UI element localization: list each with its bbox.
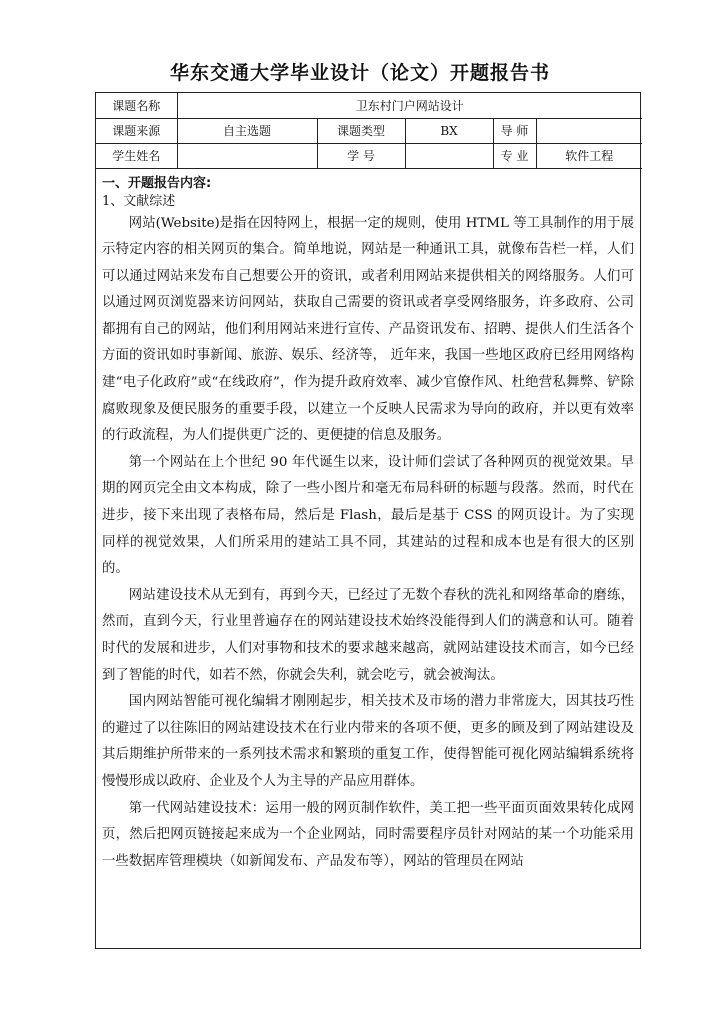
section-title: 一、开题报告内容:	[102, 175, 212, 191]
topic-value: 卫东村门户网站设计	[177, 93, 642, 118]
id-value	[405, 143, 493, 168]
major-value: 软件工程	[536, 143, 642, 168]
id-label: 学 号	[317, 143, 405, 168]
source-label: 课题来源	[96, 118, 177, 143]
type-value: BX	[405, 118, 493, 143]
topic-label: 课题名称	[96, 93, 177, 118]
source-value: 自主选题	[177, 118, 317, 143]
paragraph: 网站(Website)是指在因特网上，根据一定的规则，使用 HTML 等工具制作的用于展示特定内容的相关网页的集合。简单地说，网站是一种通讯工具，就像布告栏一样，人们可以通过网站来发布自己想要公开的资讯，或者利用网站来提供相关的网络服务。人们可以通过网页浏览器来访问网站，获取自己需要的资讯或者享受网络服务，许多政府、公司都拥有自己的网站，他们利用网站来进行宣传、产品资讯发布、招聘、提供人们生活各个方面的资讯如时事新闻、旅游、娱乐、经济等， 近年来，我国一些地区政府已经用网络构建“电子化政府”或“在线政府”，作为提升政府效率、减少官僚作风、杜绝营私舞弊、铲除腐败现象及便民服务的重要手段，以建立一个反映人民需求为导向的政府，并以更有效率的行政流程，为人们提供更广泛的、更便捷的信息及服务。	[102, 215, 634, 444]
major-label: 专 业	[493, 143, 536, 168]
student-label: 学生姓名	[96, 143, 177, 168]
header-row-source	[96, 118, 642, 143]
advisor-label: 导 师	[493, 118, 536, 143]
student-value	[177, 143, 317, 168]
type-label: 课题类型	[317, 118, 405, 143]
paragraph: 第一代网站建设技术：运用一般的网页制作软件，美工把一些平面页面效果转化成网页，然后把网页链接起来成为一个企业网站，同时需要程序员针对网站的某一个功能采用一些数据库管理模块（如新闻发布、产品发布等），网站的管理员在网站	[102, 800, 634, 869]
paragraph: 网站建设技术从无到有，再到今天，已经过了无数个春秋的洗礼和网络革命的磨练，然而，直到今天，行业里普遍存在的网站建设技术始终没能得到人们的满意和认可。随着时代的发展和进步，人们对事物和技术的要求越来越高，就网站建设技术而言，如今已经到了智能的时代，如若不然，你就会失利，就会吃亏，就会被淘汰。	[102, 587, 634, 683]
advisor-value	[536, 118, 642, 143]
subsection-title: 1、文献综述	[102, 193, 176, 209]
report-body	[96, 169, 640, 876]
paragraph: 第一个网站在上个世纪 90 年代诞生以来，设计师们尝试了各种网页的视觉效果。早期的网页完全由文本构成，除了一些小图片和毫无布局科研的标题与段落。然而，时代在进步，接下来出现了表格布局，然后是 Flash，最后是基于 CSS 的网页设计。为了实现同样的视觉效果，人们所采用的建站工具不同，其建站的过程和成本也是有很大的区别的。	[102, 454, 634, 577]
paragraph: 国内网站智能可视化编辑才刚刚起步，相关技术及市场的潜力非常庞大，因其技巧性的避过了以往陈旧的网站建设技术在行业内带来的各项不便，更多的顾及到了网站建设及其后期维护所带来的一系列技术需求和繁琐的重复工作，使得智能可视化网站编辑系统将慢慢形成以政府、企业及个人为主导的产品应用群体。	[102, 694, 634, 789]
header-row-topic	[96, 93, 642, 118]
report-form	[95, 92, 641, 949]
document-title: 华东交通大学毕业设计（论文）开题报告书	[169, 62, 550, 84]
header-table	[96, 93, 642, 169]
header-row-student	[96, 143, 642, 168]
